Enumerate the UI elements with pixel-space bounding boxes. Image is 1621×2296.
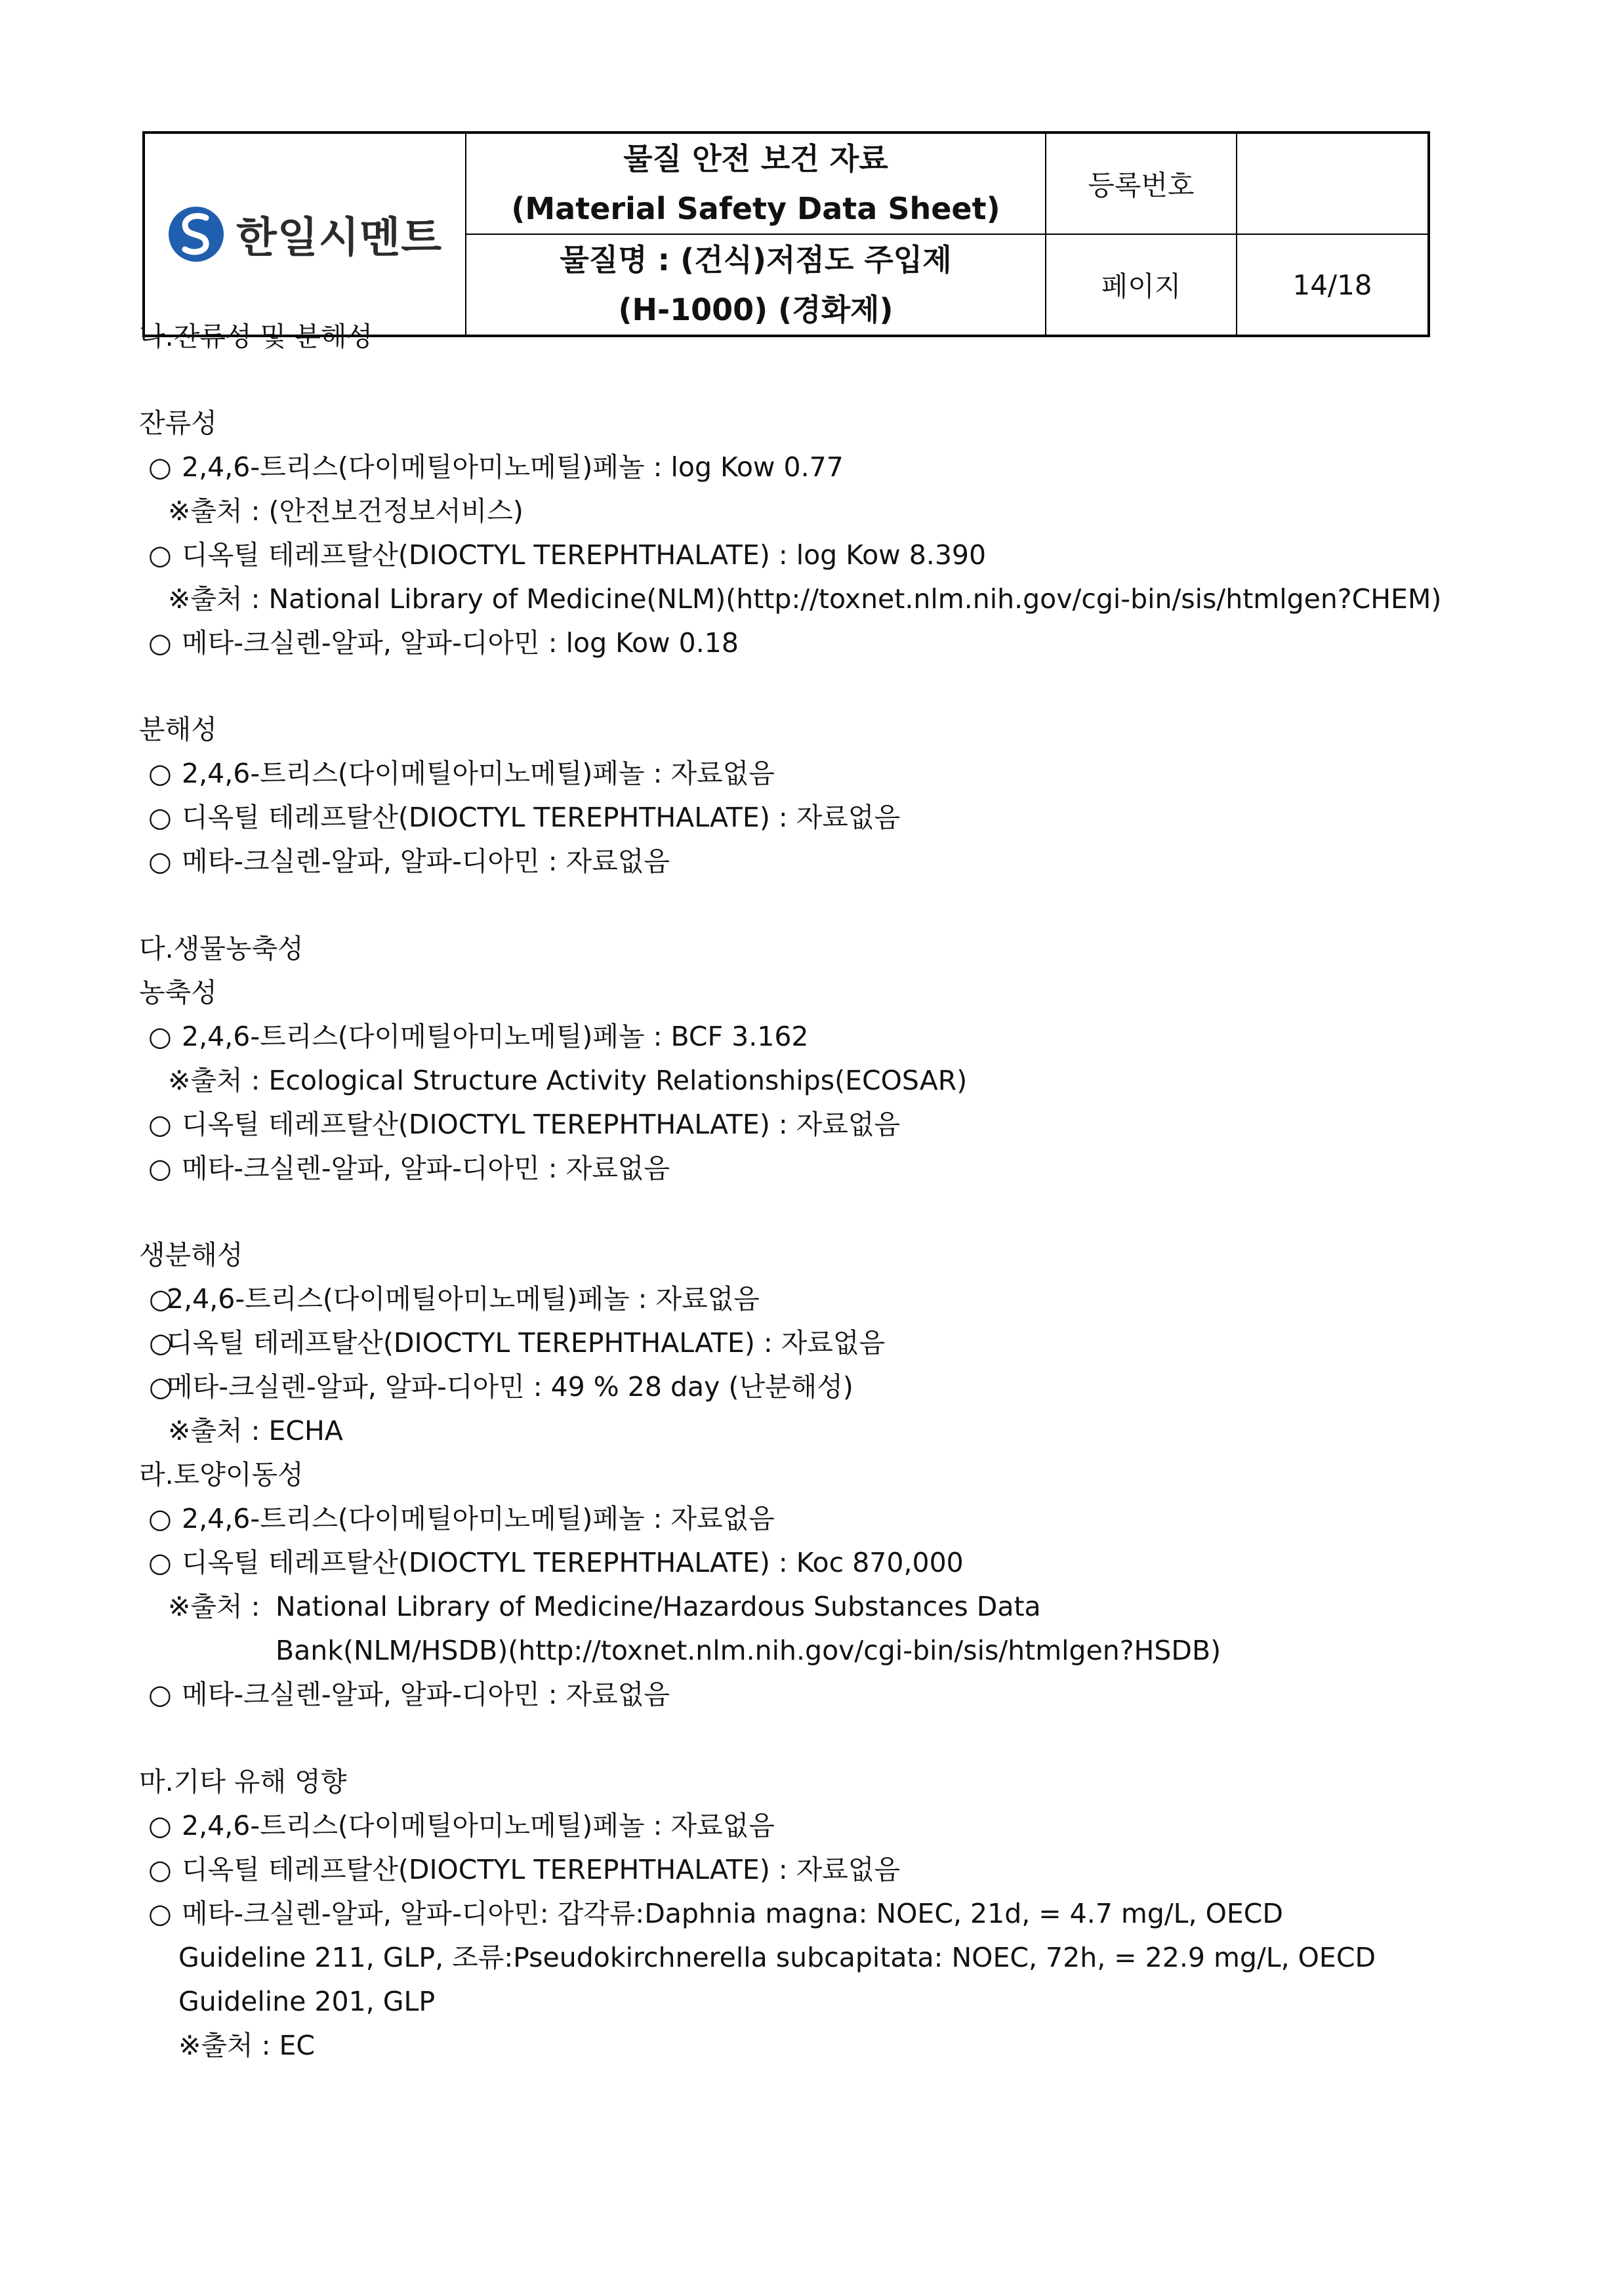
product-line1: 물질명 : (건식)저점도 주입제 <box>560 242 952 277</box>
bullet-icon: ○ <box>149 1283 173 1315</box>
title-ko: 물질 안전 보건 자료 <box>623 141 888 176</box>
bullet-icon: ○ <box>148 1854 172 1885</box>
biodegradability-item-1: 2,4,6-트리스(다이메틸아미노메틸)페놀 : 자료없음 <box>167 1283 760 1315</box>
bioaccumulation-item-3: 메타-크실렌-알파, 알파-디아민 : 자료없음 <box>182 1153 670 1184</box>
bullet-icon: ○ <box>148 451 172 483</box>
bullet-icon: ○ <box>148 1153 172 1184</box>
biodegradability-title: 생분해성 <box>139 1239 243 1271</box>
bullet-icon: ○ <box>148 1810 172 1841</box>
company-logo <box>145 204 465 264</box>
soil-item-3: 메타-크실렌-알파, 알파-디아민 : 자료없음 <box>182 1679 670 1710</box>
logo-cell <box>144 133 466 336</box>
title-en: (Material Safety Data Sheet) <box>511 191 1000 226</box>
logo-s-icon <box>168 206 224 262</box>
product-cell <box>466 234 1046 336</box>
bioaccumulation-item-2: 디옥틸 테레프탈산(DIOCTYL TEREPHTHALATE) : 자료없음 <box>182 1109 901 1140</box>
bullet-icon: ○ <box>148 1021 172 1052</box>
section-other-effects-heading: 마.기타 유해 영향 <box>139 1766 347 1797</box>
section-persistence-heading: 나.잔류성 및 분해성 <box>139 321 373 352</box>
bullet-icon: ○ <box>149 1371 173 1403</box>
degradability-item-3: 메타-크실렌-알파, 알파-디아민 : 자료없음 <box>182 846 670 877</box>
degradability-item-2: 디옥틸 테레프탈산(DIOCTYL TEREPHTHALATE) : 자료없음 <box>182 802 901 833</box>
soil-item-2-source-line1: National Library of Medicine/Hazardous Substances Data <box>276 1591 1041 1622</box>
bullet-icon: ○ <box>148 539 172 571</box>
soil-item-1: 2,4,6-트리스(다이메틸아미노메틸)페놀 : 자료없음 <box>182 1503 775 1534</box>
soil-item-2-source-label: ※출처 : <box>168 1591 260 1622</box>
bullet-icon: ○ <box>148 1503 172 1534</box>
bullet-icon: ○ <box>148 1898 172 1929</box>
bullet-icon: ○ <box>148 627 172 659</box>
bioaccumulation-item-1: 2,4,6-트리스(다이메틸아미노메틸)페놀 : BCF 3.162 <box>182 1021 809 1052</box>
other-item-3-line2: Guideline 211, GLP, 조류:Pseudokirchnerella subcapitata: NOEC, 72h, = 22.9 mg/L, OECD <box>178 1942 1376 1973</box>
degradability-title: 분해성 <box>139 714 217 745</box>
persistence-title: 잔류성 <box>139 407 217 439</box>
bullet-icon: ○ <box>148 1679 172 1710</box>
other-item-2: 디옥틸 테레프탈산(DIOCTYL TEREPHTHALATE) : 자료없음 <box>182 1854 901 1885</box>
soil-item-2: 디옥틸 테레프탈산(DIOCTYL TEREPHTHALATE) : Koc 870,000 <box>182 1547 964 1578</box>
persistence-item-1-source: ※출처 : (안전보건정보서비스) <box>168 495 523 527</box>
bioaccumulation-title: 농축성 <box>139 977 217 1008</box>
bullet-icon: ○ <box>149 1327 173 1359</box>
persistence-item-2: 디옥틸 테레프탈산(DIOCTYL TEREPHTHALATE) : log Kow 8.390 <box>182 539 987 571</box>
biodegradability-item-3: 메타-크실렌-알파, 알파-디아민 : 49 % 28 day (난분해성) <box>167 1371 853 1403</box>
title-cell <box>466 133 1046 234</box>
degradability-item-1: 2,4,6-트리스(다이메틸아미노메틸)페놀 : 자료없음 <box>182 758 775 789</box>
bullet-icon: ○ <box>148 846 172 877</box>
section-bioaccumulation-heading: 다.생물농축성 <box>139 933 304 964</box>
bullet-icon: ○ <box>148 1109 172 1140</box>
other-item-1: 2,4,6-트리스(다이메틸아미노메틸)페놀 : 자료없음 <box>182 1810 775 1841</box>
page-number: 14/18 <box>1237 234 1429 336</box>
bullet-icon: ○ <box>148 802 172 833</box>
persistence-item-1: 2,4,6-트리스(다이메틸아미노메틸)페놀 : log Kow 0.77 <box>182 451 844 483</box>
biodegradability-item-2: 디옥틸 테레프탈산(DIOCTYL TEREPHTHALATE) : 자료없음 <box>167 1327 886 1359</box>
header-table <box>142 131 1430 337</box>
persistence-item-3: 메타-크실렌-알파, 알파-디아민 : log Kow 0.18 <box>182 627 739 659</box>
section-soil-mobility-heading: 라.토양이동성 <box>139 1459 304 1490</box>
persistence-item-2-source: ※출처 : National Library of Medicine(NLM)(http://toxnet.nlm.nih.gov/cgi-bin/sis/htmlgen?CHEM) <box>168 583 1442 615</box>
bullet-icon: ○ <box>148 758 172 789</box>
product-line2: (H-1000) (경화제) <box>618 292 893 327</box>
bioaccumulation-item-1-source: ※출처 : Ecological Structure Activity Relationships(ECOSAR) <box>168 1065 968 1096</box>
reg-label: 등록번호 <box>1046 133 1237 234</box>
bullet-icon: ○ <box>148 1547 172 1578</box>
company-name: 한일시멘트 <box>236 214 443 262</box>
reg-value <box>1237 133 1429 234</box>
biodegradability-item-3-source: ※출처 : ECHA <box>168 1415 343 1446</box>
page-label: 페이지 <box>1046 234 1237 336</box>
soil-item-2-source-line2: Bank(NLM/HSDB)(http://toxnet.nlm.nih.gov/cgi-bin/sis/htmlgen?HSDB) <box>276 1635 1221 1666</box>
other-item-3-source: ※출처 : EC <box>178 2030 315 2061</box>
other-item-3-line3: Guideline 201, GLP <box>178 1986 436 2017</box>
other-item-3-line1: 메타-크실렌-알파, 알파-디아민: 갑각류:Daphnia magna: NOEC, 21d, = 4.7 mg/L, OECD <box>182 1898 1283 1929</box>
